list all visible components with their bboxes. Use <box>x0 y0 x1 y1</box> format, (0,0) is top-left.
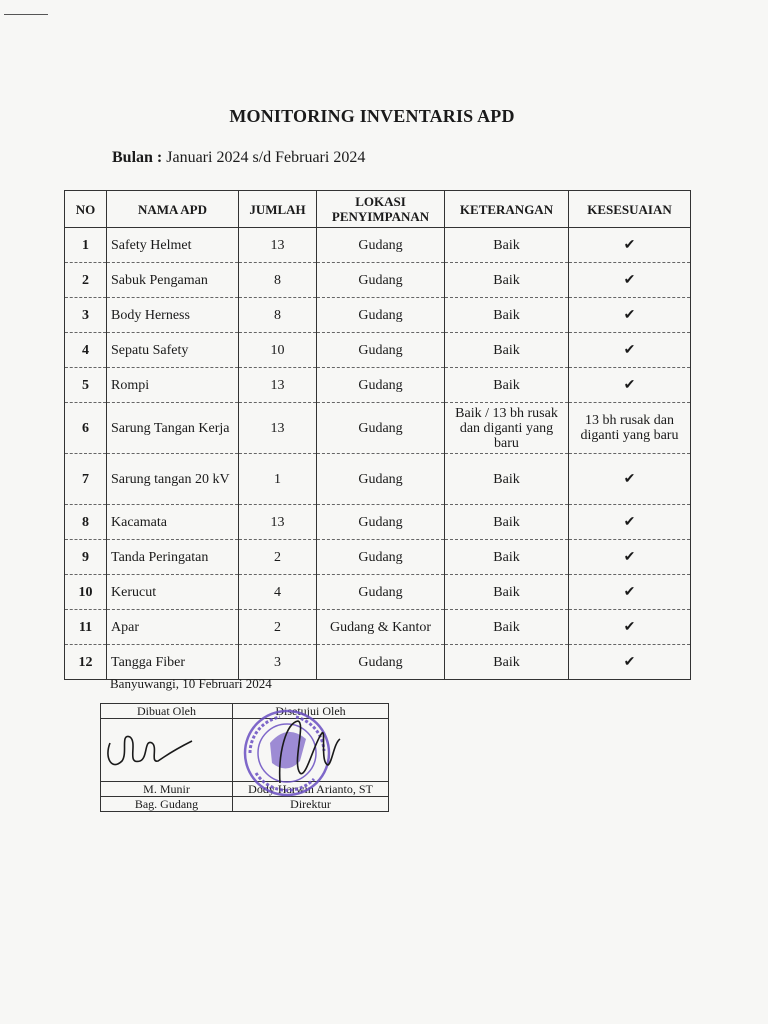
row-nama-apd: Sepatu Safety <box>107 333 239 368</box>
table-row <box>65 368 691 403</box>
header-keterangan: KETERANGAN <box>445 191 569 228</box>
approved-by-label: Disetujui Oleh <box>233 704 389 719</box>
row-no: 9 <box>65 540 107 575</box>
approved-by-name: Dody Harwin Arianto, ST <box>233 782 389 797</box>
header-no: NO <box>65 191 107 228</box>
header-jumlah: JUMLAH <box>239 191 317 228</box>
row-jumlah: 3 <box>239 645 317 680</box>
row-jumlah: 4 <box>239 575 317 610</box>
row-no: 6 <box>65 403 107 454</box>
row-lokasi: Gudang <box>317 368 445 403</box>
approved-by-signature-cell <box>233 719 389 782</box>
row-jumlah: 13 <box>239 403 317 454</box>
period-value: Januari 2024 s/d Februari 2024 <box>166 149 366 166</box>
row-jumlah: 13 <box>239 228 317 263</box>
row-kesesuaian-check: ✔ <box>569 505 691 540</box>
table-row <box>65 505 691 540</box>
row-no: 2 <box>65 263 107 298</box>
row-jumlah: 8 <box>239 298 317 333</box>
row-lokasi: Gudang <box>317 403 445 454</box>
row-nama-apd: Body Herness <box>107 298 239 333</box>
table-row <box>65 540 691 575</box>
row-keterangan: Baik <box>445 263 569 298</box>
row-kesesuaian-check: ✔ <box>569 368 691 403</box>
table-row <box>65 645 691 680</box>
made-by-name: M. Munir <box>101 782 233 797</box>
table-row <box>65 333 691 368</box>
made-by-position: Bag. Gudang <box>101 797 233 812</box>
row-no: 12 <box>65 645 107 680</box>
row-keterangan: Baik <box>445 368 569 403</box>
row-kesesuaian: 13 bh rusak dan diganti yang baru <box>569 403 691 454</box>
made-by-label: Dibuat Oleh <box>101 704 233 719</box>
inventory-table <box>64 190 691 680</box>
row-keterangan: Baik <box>445 645 569 680</box>
row-lokasi: Gudang <box>317 575 445 610</box>
scan-artifact-line <box>4 14 48 15</box>
row-jumlah: 13 <box>239 505 317 540</box>
row-keterangan: Baik <box>445 540 569 575</box>
row-jumlah: 1 <box>239 454 317 505</box>
row-kesesuaian-check: ✔ <box>569 263 691 298</box>
row-nama-apd: Sarung tangan 20 kV <box>107 454 239 505</box>
row-no: 8 <box>65 505 107 540</box>
row-lokasi: Gudang <box>317 454 445 505</box>
row-lokasi: Gudang <box>317 228 445 263</box>
table-row <box>65 298 691 333</box>
row-nama-apd: Sabuk Pengaman <box>107 263 239 298</box>
made-by-signature-cell <box>101 719 233 782</box>
row-nama-apd: Safety Helmet <box>107 228 239 263</box>
table-row <box>65 610 691 645</box>
row-lokasi: Gudang <box>317 298 445 333</box>
row-no: 3 <box>65 298 107 333</box>
row-keterangan: Baik <box>445 610 569 645</box>
document-title: MONITORING INVENTARIS APD <box>229 106 515 126</box>
row-no: 1 <box>65 228 107 263</box>
row-nama-apd: Kerucut <box>107 575 239 610</box>
row-no: 5 <box>65 368 107 403</box>
table-row <box>65 454 691 505</box>
header-nama-apd: NAMA APD <box>107 191 239 228</box>
row-nama-apd: Kacamata <box>107 505 239 540</box>
row-jumlah: 13 <box>239 368 317 403</box>
row-no: 4 <box>65 333 107 368</box>
header-kesesuaian: KESESUAIAN <box>569 191 691 228</box>
header-lokasi-line1: LOKASI <box>355 194 406 209</box>
row-nama-apd: Tanda Peringatan <box>107 540 239 575</box>
table-header-row <box>65 191 691 228</box>
row-lokasi: Gudang & Kantor <box>317 610 445 645</box>
row-no: 11 <box>65 610 107 645</box>
row-nama-apd: Sarung Tangan Kerja <box>107 403 239 454</box>
row-keterangan: Baik <box>445 505 569 540</box>
approved-by-position: Direktur <box>233 797 389 812</box>
row-lokasi: Gudang <box>317 333 445 368</box>
row-jumlah: 8 <box>239 263 317 298</box>
signature-table <box>100 703 389 812</box>
row-lokasi: Gudang <box>317 540 445 575</box>
row-kesesuaian-check: ✔ <box>569 228 691 263</box>
row-kesesuaian-check: ✔ <box>569 610 691 645</box>
row-nama-apd: Apar <box>107 610 239 645</box>
row-lokasi: Gudang <box>317 505 445 540</box>
row-kesesuaian-check: ✔ <box>569 454 691 505</box>
row-kesesuaian-check: ✔ <box>569 298 691 333</box>
row-no: 7 <box>65 454 107 505</box>
row-nama-apd: Tangga Fiber <box>107 645 239 680</box>
row-keterangan: Baik <box>445 298 569 333</box>
table-row <box>65 263 691 298</box>
row-keterangan: Baik <box>445 454 569 505</box>
row-keterangan: Baik <box>445 228 569 263</box>
place-date: Banyuwangi, 10 Februari 2024 <box>110 676 272 691</box>
row-jumlah: 2 <box>239 540 317 575</box>
table-row <box>65 403 691 454</box>
row-keterangan: Baik <box>445 333 569 368</box>
row-jumlah: 10 <box>239 333 317 368</box>
row-nama-apd: Rompi <box>107 368 239 403</box>
row-no: 10 <box>65 575 107 610</box>
table-row <box>65 228 691 263</box>
row-keterangan: Baik <box>445 575 569 610</box>
table-row <box>65 575 691 610</box>
row-kesesuaian-check: ✔ <box>569 333 691 368</box>
row-kesesuaian-check: ✔ <box>569 540 691 575</box>
header-lokasi-line2: PENYIMPANAN <box>331 209 430 224</box>
row-lokasi: Gudang <box>317 263 445 298</box>
period-label: Bulan : <box>112 149 163 166</box>
row-jumlah: 2 <box>239 610 317 645</box>
row-kesesuaian-check: ✔ <box>569 645 691 680</box>
row-lokasi: Gudang <box>317 645 445 680</box>
header-lokasi <box>317 191 445 228</box>
row-kesesuaian-check: ✔ <box>569 575 691 610</box>
row-keterangan: Baik / 13 bh rusak dan diganti yang baru <box>445 403 569 454</box>
period-line <box>112 149 365 167</box>
